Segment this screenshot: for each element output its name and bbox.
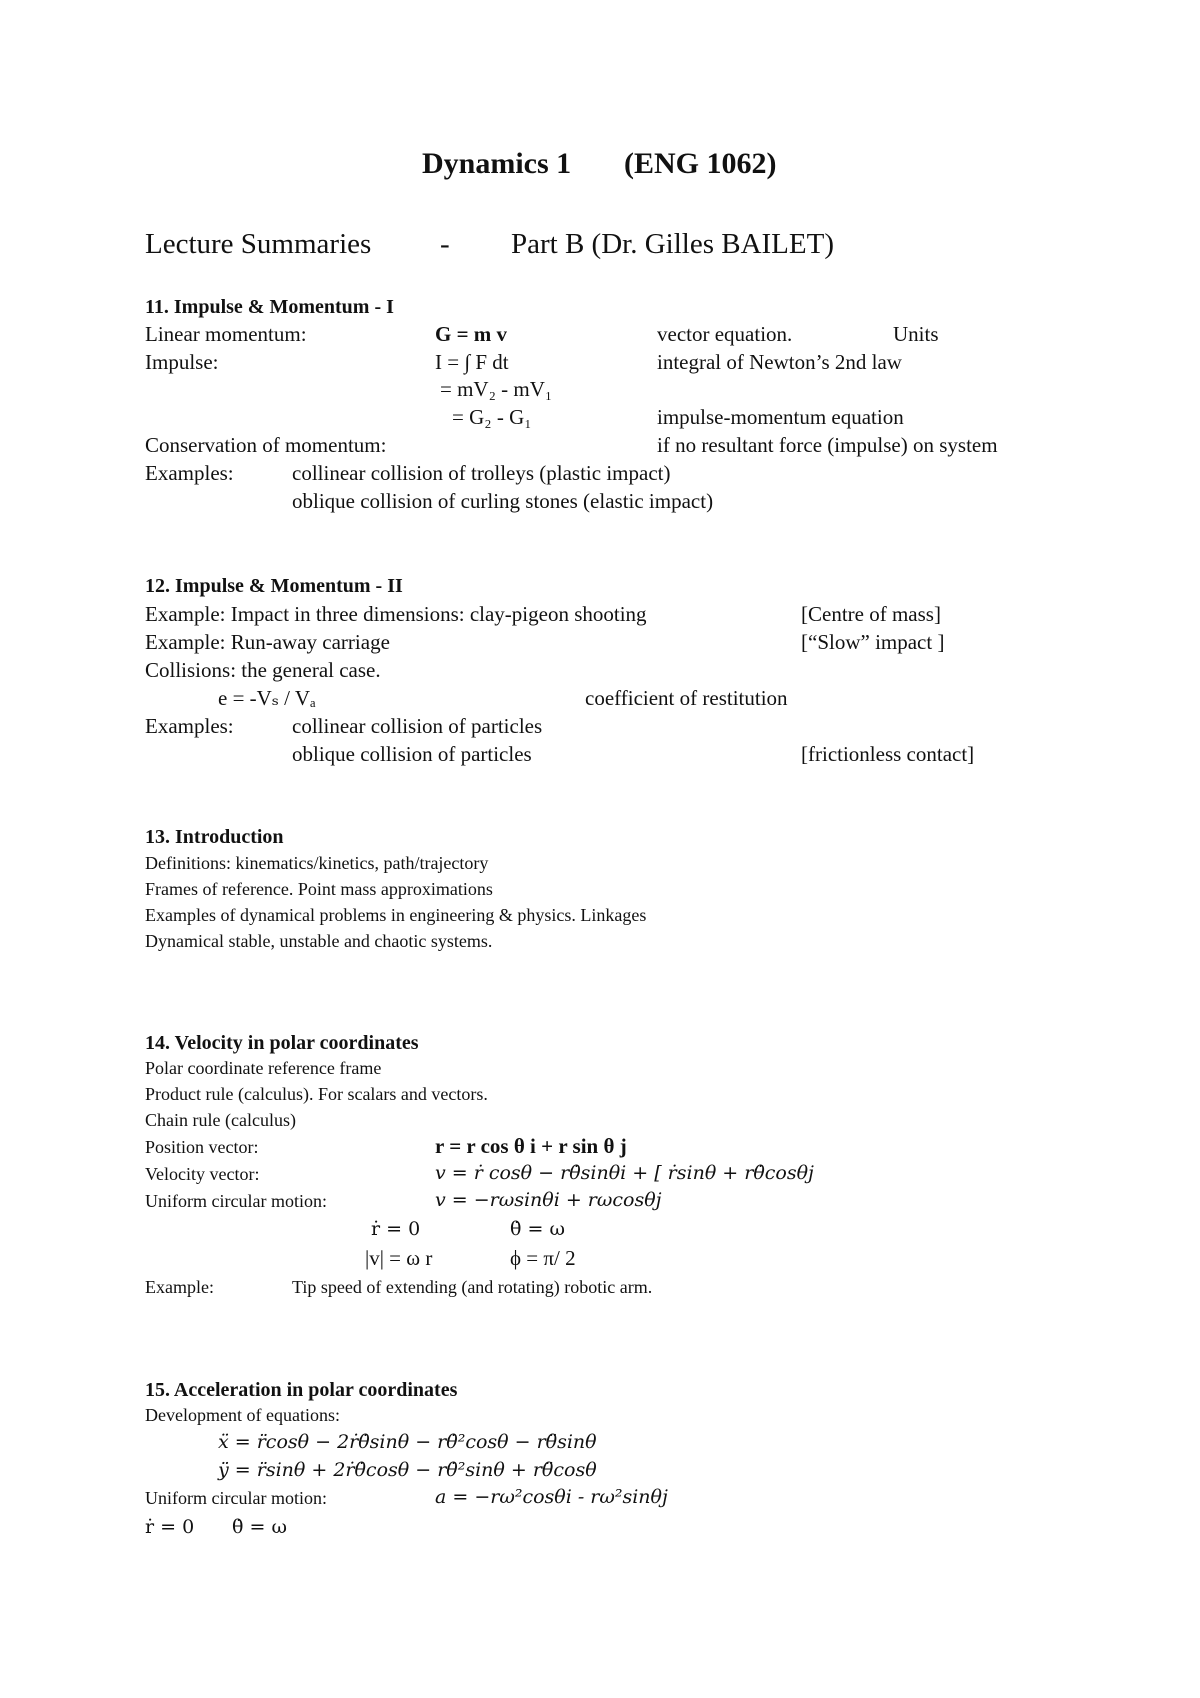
subtitle-left: Lecture Summaries — [145, 228, 372, 260]
text-line: Dynamical stable, unstable and chaotic systems. — [145, 931, 493, 951]
impulse-momentum-note: impulse-momentum equation — [657, 405, 904, 429]
text-line: Collisions: the general case. — [145, 658, 381, 682]
text-line: Product rule (calculus). For scalars and vectors. — [145, 1084, 488, 1104]
impulse-label: Impulse: — [145, 350, 219, 374]
position-vector-equation: r = r cos θ i + r sin θ j — [435, 1134, 627, 1158]
uniform-circular-motion-equation: a = −rω²cosθi - rω²sinθj — [435, 1486, 668, 1508]
impulse-equation-line2: = mV₂ - mV₁ — [440, 377, 553, 401]
text-line: Example: Impact in three dimensions: clay-pigeon shooting — [145, 602, 647, 626]
text-line: Chain rule (calculus) — [145, 1110, 296, 1130]
condition: ϕ = π/ 2 — [510, 1246, 576, 1270]
impulse-equation: I = ∫ F dt — [435, 350, 509, 374]
uniform-circular-motion-label: Uniform circular motion: — [145, 1191, 327, 1211]
velocity-vector-equation: v = ṙ cosθ − rθ̇sinθi + [ ṙsinθ + rθ̇cosθj — [435, 1162, 814, 1184]
text-line: Polar coordinate reference frame — [145, 1058, 382, 1078]
section-14-title: 14. Velocity in polar coordinates — [145, 1032, 419, 1054]
text-line: Frames of reference. Point mass approximations — [145, 879, 493, 899]
text-line: Example: Run-away carriage — [145, 630, 390, 654]
linear-momentum-equation: G = m v — [435, 322, 508, 346]
position-vector-label: Position vector: — [145, 1137, 259, 1157]
conservation-label: Conservation of momentum: — [145, 433, 387, 457]
condition: ṙ = 0 — [145, 1516, 195, 1538]
side-note: [“Slow” impact ] — [801, 630, 945, 654]
course-title: Dynamics 1 — [422, 147, 572, 180]
section-12-title: 12. Impulse & Momentum - II — [145, 575, 403, 597]
velocity-vector-label: Velocity vector: — [145, 1164, 260, 1184]
acceleration-y-equation: ÿ = r̈sinθ + 2ṙθ̇cosθ − rθ̇²sinθ + rθ̈cosθ — [218, 1459, 597, 1481]
side-note: [frictionless contact] — [801, 742, 975, 766]
condition: ṙ = 0 — [371, 1218, 421, 1240]
example-item: collinear collision of trolleys (plastic impact) — [292, 461, 671, 485]
impulse-equation-line3: = G₂ - G₁ — [452, 405, 532, 429]
section-13-title: 13. Introduction — [145, 826, 284, 848]
uniform-circular-motion-label: Uniform circular motion: — [145, 1488, 327, 1508]
text-line: Definitions: kinematics/kinetics, path/trajectory — [145, 853, 489, 873]
subtitle-right: Part B (Dr. Gilles BAILET) — [511, 228, 834, 260]
example-item: Tip speed of extending (and rotating) robotic arm. — [292, 1277, 653, 1297]
restitution-equation: e = -Vₛ / Vₐ — [218, 686, 316, 710]
example-item: oblique collision of curling stones (elastic impact) — [292, 489, 714, 513]
condition: θ̇ = ω — [232, 1516, 287, 1538]
example-item: collinear collision of particles — [292, 714, 543, 738]
text-line: Examples of dynamical problems in engineering & physics. Linkages — [145, 905, 647, 925]
condition: |v| = ω r — [365, 1246, 433, 1270]
subtitle-dash: - — [440, 228, 450, 260]
course-code: (ENG 1062) — [624, 147, 777, 180]
example-item: oblique collision of particles — [292, 742, 532, 766]
conservation-note: if no resultant force (impulse) on system — [657, 433, 998, 457]
linear-momentum-label: Linear momentum: — [145, 322, 307, 346]
restitution-note: coefficient of restitution — [585, 686, 788, 710]
examples-label: Examples: — [145, 714, 234, 738]
side-note: [Centre of mass] — [801, 602, 941, 626]
condition: θ̇ = ω — [510, 1218, 565, 1240]
impulse-note: integral of Newton’s 2nd law — [657, 350, 902, 374]
examples-label: Examples: — [145, 461, 234, 485]
example-label: Example: — [145, 1277, 214, 1297]
uniform-circular-motion-equation: v = −rωsinθi + rωcosθj — [435, 1189, 662, 1211]
acceleration-x-equation: ẍ = r̈cosθ − 2ṙθ̇sinθ − rθ̇²cosθ − rθ̈sinθ — [218, 1431, 597, 1453]
text-line: Development of equations: — [145, 1405, 340, 1425]
linear-momentum-note: vector equation. — [657, 322, 793, 346]
section-15-title: 15. Acceleration in polar coordinates — [145, 1379, 458, 1401]
section-11-title: 11. Impulse & Momentum - I — [145, 296, 394, 318]
units-label: Units — [893, 322, 939, 346]
